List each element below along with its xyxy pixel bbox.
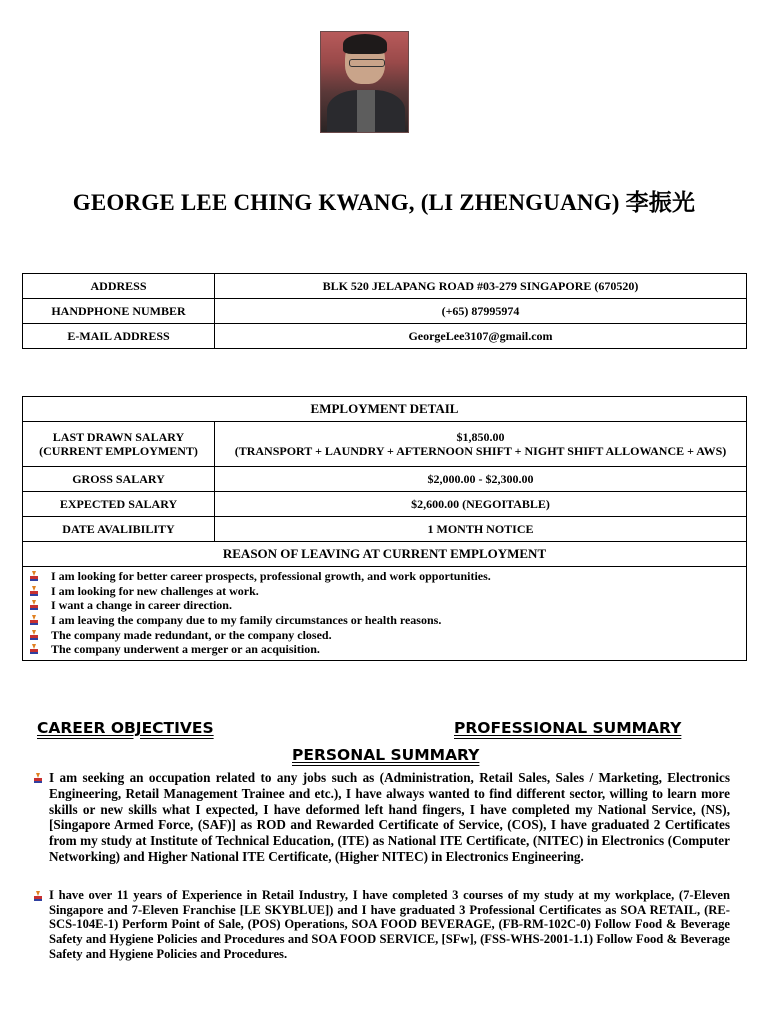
last-drawn-label: LAST DRAWN SALARY (CURRENT EMPLOYMENT) [23, 422, 215, 467]
availability-label: DATE AVALIBILITY [23, 517, 215, 542]
last-drawn-value [215, 422, 747, 467]
table-row [23, 517, 747, 542]
arrow-bullet-icon [29, 571, 39, 581]
list-item: The company underwent a merger or an acquisition. [29, 642, 740, 657]
table-row [23, 467, 747, 492]
reason-list [23, 567, 747, 661]
availability-value: 1 MONTH NOTICE [215, 517, 747, 542]
table-row [23, 492, 747, 517]
arrow-bullet-icon [29, 586, 39, 596]
professional-summary-heading: PROFESSIONAL SUMMARY [454, 719, 682, 737]
contact-value: GeorgeLee3107@gmail.com [215, 324, 747, 349]
career-objectives-heading: CAREER OBJECTIVES [37, 719, 214, 737]
contact-value: BLK 520 JELAPANG ROAD #03-279 SINGAPORE (670520) [215, 274, 747, 299]
page-title [0, 184, 768, 217]
arrow-bullet-icon [29, 644, 39, 654]
contact-table [22, 273, 747, 349]
summary-text: I am seeking an occupation related to any jobs such as (Administration, Retail Sales, Sales / Marketing, Electronics Engineering, Retail Management Trainee and etc.), I have always wanted to find different sector, willing to learn more skills or new skills what I expected, I have deformed left hand fingers, I have completed my National Service, (NS), [Singapore Armed Force, (SAF)] as ROD and Rewarded Certificate of Service, (COS), I have graduated 2 Certificates from my study at Institute of Technical Education, (ITE) as National ITE Certificate, (NITEC) in Electronics (Computer Networking) and Higher National ITE Certificate, (Higher NITEC) in Electronics Engineering. [49, 770, 730, 864]
reason-title: REASON OF LEAVING AT CURRENT EMPLOYMENT [23, 542, 747, 567]
salary-value: $2,000.00 - $2,300.00 [215, 467, 747, 492]
contact-value: (+65) 87995974 [215, 299, 747, 324]
table-row [23, 299, 747, 324]
summary-paragraph [33, 888, 730, 962]
profile-photo [320, 31, 409, 133]
name-latin: GEORGE LEE CHING KWANG, (LI ZHENGUANG) [72, 190, 620, 215]
list-item: The company made redundant, or the company closed. [29, 627, 740, 642]
list-item: I am looking for better career prospects, professional growth, and work opportunities. [29, 569, 740, 584]
salary-label: GROSS SALARY [23, 467, 215, 492]
name-cjk: 李振光 [625, 190, 696, 216]
list-item: I want a change in career direction. [29, 598, 740, 613]
list-item: I am leaving the company due to my family circumstances or health reasons. [29, 613, 740, 628]
employment-table [22, 396, 747, 661]
contact-label: E-MAIL ADDRESS [23, 324, 215, 349]
arrow-bullet-icon [29, 630, 39, 640]
last-drawn-detail: (TRANSPORT + LAUNDRY + AFTERNOON SHIFT + NIGHT SHIFT ALLOWANCE + AWS) [234, 444, 727, 458]
contact-label: ADDRESS [23, 274, 215, 299]
employment-title: EMPLOYMENT DETAIL [23, 397, 747, 422]
summary-paragraph [33, 770, 730, 865]
arrow-bullet-icon [33, 891, 43, 901]
contact-label: HANDPHONE NUMBER [23, 299, 215, 324]
table-row [23, 274, 747, 299]
arrow-bullet-icon [33, 773, 43, 783]
arrow-bullet-icon [29, 615, 39, 625]
personal-summary-heading: PERSONAL SUMMARY [292, 746, 480, 764]
last-drawn-amount: $1,850.00 [456, 430, 505, 444]
list-item: I am looking for new challenges at work. [29, 584, 740, 599]
salary-label: EXPECTED SALARY [23, 492, 215, 517]
arrow-bullet-icon [29, 600, 39, 610]
salary-value: $2,600.00 (NEGOITABLE) [215, 492, 747, 517]
table-row [23, 324, 747, 349]
table-row [23, 422, 747, 467]
summary-text: I have over 11 years of Experience in Retail Industry, I have completed 3 courses of my study at my workplace, (7-Eleven Singapore and 7-Eleven Franchise [LE SKYBLUE]) and I have graduated 3 Professional Certificates as SOA RETAIL, (RE-SCS-104E-1) Perform Point of Sale, (POS) Operations, SOA FOOD BEVERAGE, (FB-RM-102C-0) Follow Food & Beverage Safety and Hygiene Policies and Procedures and SOA FOOD SERVICE, [SFw], (FSS-WHS-2001-1.1) Follow Food & Beverage Safety and Hygiene Policies and Procedures. [49, 888, 730, 961]
